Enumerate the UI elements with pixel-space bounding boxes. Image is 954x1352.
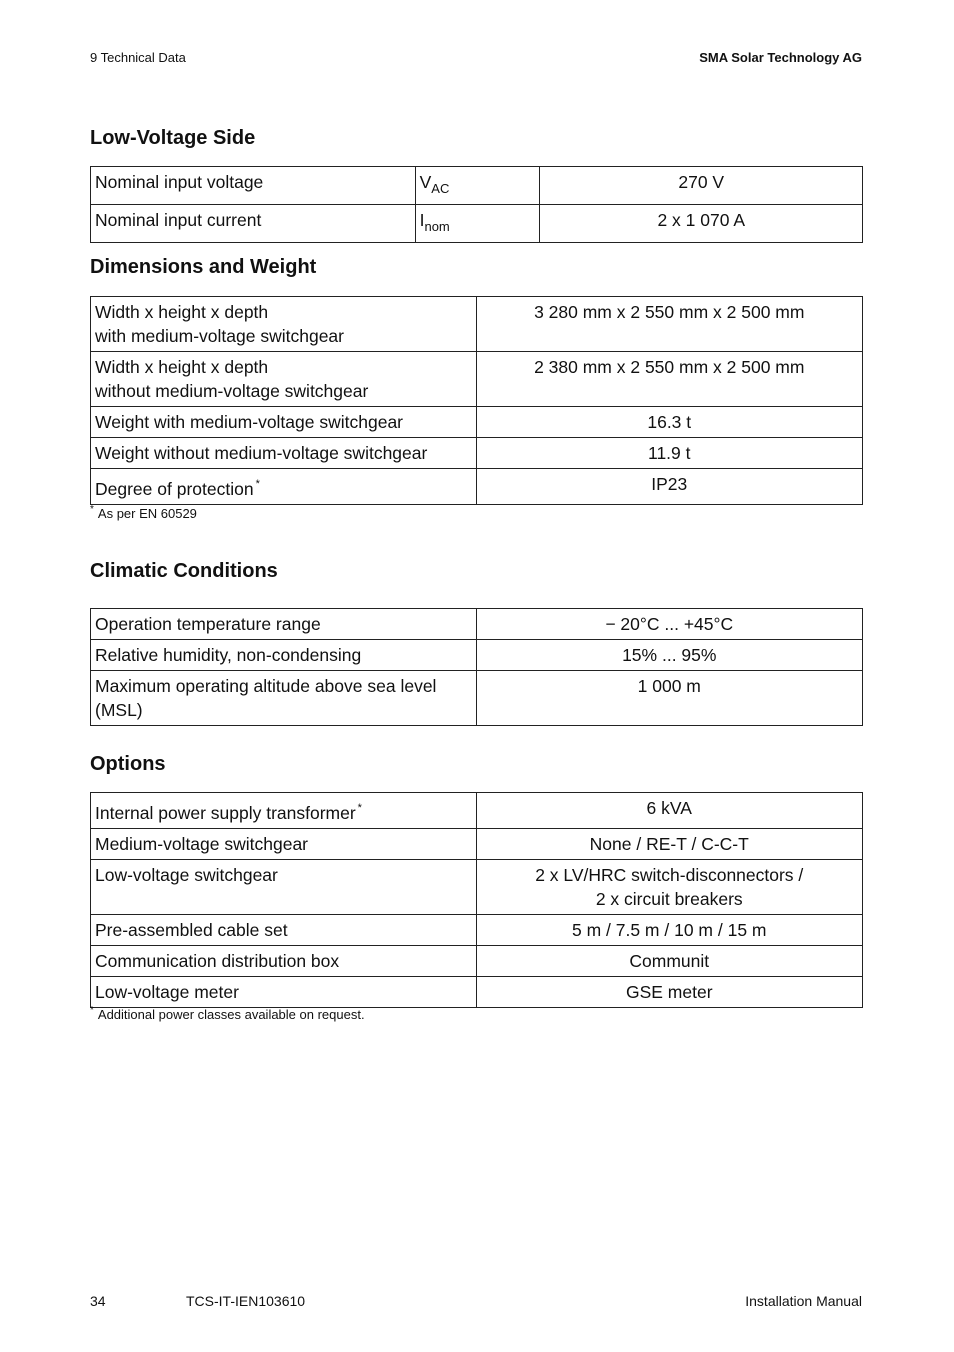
row-label: Pre-assembled cable set [91, 915, 477, 946]
table-row [91, 640, 863, 671]
row-value: 5 m / 7.5 m / 10 m / 15 m [476, 915, 863, 946]
row-value: 2 380 mm x 2 550 mm x 2 500 mm [476, 352, 862, 407]
row-label: Weight without medium-voltage switchgear [91, 438, 477, 469]
row-value: 2 x 1 070 A [540, 205, 863, 243]
row-value: 16.3 t [476, 407, 862, 438]
row-value: 11.9 t [476, 438, 862, 469]
row-label: Degree of protection * [91, 469, 477, 505]
row-value: None / RE-T / C-C-T [476, 829, 863, 860]
row-value: 15% ... 95% [476, 640, 862, 671]
row-value: Communit [476, 946, 863, 977]
footnote-marker: * [255, 478, 260, 490]
row-value: IP23 [476, 469, 862, 505]
row-label: Nominal input current [91, 205, 416, 243]
manual-title: Installation Manual [745, 1293, 862, 1309]
table-row [91, 167, 863, 205]
header-section: 9 Technical Data [90, 50, 186, 65]
row-value: 2 x LV/HRC switch-disconnectors / 2 x circuit breakers [476, 860, 863, 915]
table-row [91, 671, 863, 726]
row-label: Low-voltage switchgear [91, 860, 477, 915]
row-value: 6 kVA [476, 793, 863, 829]
table-row [91, 793, 863, 829]
row-value: 3 280 mm x 2 550 mm x 2 500 mm [476, 297, 862, 352]
table-row [91, 469, 863, 505]
row-label: Weight with medium-voltage switchgear [91, 407, 477, 438]
dimensions-footnote: * As per EN 60529 [90, 504, 197, 521]
row-label: Width x height x depth without medium-voltage switchgear [91, 352, 477, 407]
page-number: 34 [90, 1293, 106, 1309]
table-row [91, 946, 863, 977]
low-voltage-table [90, 166, 863, 243]
row-label: Low-voltage meter [91, 977, 477, 1008]
row-value: GSE meter [476, 977, 863, 1008]
footnote-marker: * [357, 802, 362, 814]
row-symbol: $V_{AC}$ [415, 167, 540, 205]
options-footnote: * Additional power classes available on request. [90, 1005, 365, 1022]
row-label: Internal power supply transformer * [91, 793, 477, 829]
row-label: Nominal input voltage [91, 167, 416, 205]
table-row [91, 352, 863, 407]
row-value: 270 V [540, 167, 863, 205]
table-row [91, 205, 863, 243]
table-row [91, 829, 863, 860]
table-row [91, 297, 863, 352]
row-label: Width x height x depth with medium-voltage switchgear [91, 297, 477, 352]
document-id: TCS-IT-IEN103610 [186, 1293, 306, 1309]
row-label: Relative humidity, non-condensing [91, 640, 477, 671]
low-voltage-title: Low-Voltage Side [90, 127, 256, 149]
row-label: Maximum operating altitude above sea level (MSL) [91, 671, 477, 726]
table-row [91, 438, 863, 469]
options-table [90, 792, 863, 1008]
dimensions-table [90, 296, 863, 505]
table-row [91, 977, 863, 1008]
row-label: Communication distribution box [91, 946, 477, 977]
climatic-title: Climatic Conditions [90, 560, 278, 582]
options-title: Options [90, 753, 166, 775]
dimensions-title: Dimensions and Weight [90, 256, 317, 278]
climatic-table [90, 608, 863, 726]
row-label: Operation temperature range [91, 609, 477, 640]
table-row [91, 860, 863, 915]
header-company: SMA Solar Technology AG [699, 50, 862, 65]
table-row [91, 609, 863, 640]
row-symbol: $I_{nom}$ [415, 205, 540, 243]
row-value: − 20°C ... +45°C [476, 609, 862, 640]
table-row [91, 915, 863, 946]
row-value: 1 000 m [476, 671, 862, 726]
table-row [91, 407, 863, 438]
row-label: Medium-voltage switchgear [91, 829, 477, 860]
